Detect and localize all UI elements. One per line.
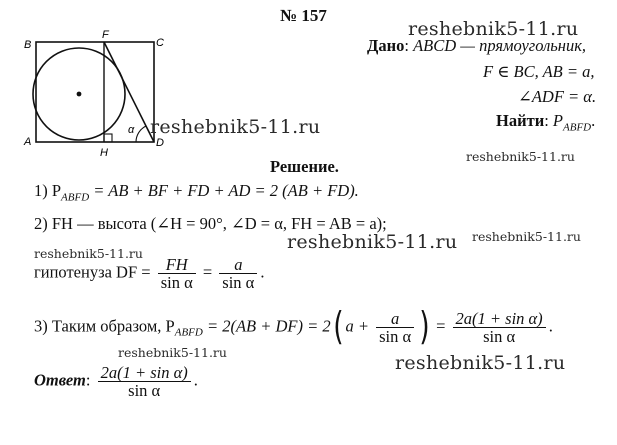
given-line-2: F ∈ BC, AB = a, — [483, 62, 595, 81]
problem-number: № 157 — [280, 6, 327, 25]
circle-center — [77, 92, 82, 97]
solution-step-1: 1) $P_{ABFD}$ = AB + BF + FD + AD = 2 (AB + FD). — [34, 181, 359, 204]
label-b: B — [24, 39, 32, 51]
label-c: C — [156, 37, 164, 49]
watermark: reshebnik5-11.ru — [118, 345, 227, 360]
watermark: reshebnik5-11.ru — [395, 352, 566, 374]
watermark: reshebnik5-11.ru — [34, 246, 143, 261]
find-line: Найти: $P_{ABFD}$. — [496, 111, 596, 134]
rectangle-abcd — [36, 42, 154, 142]
fraction: $\frac{a}{\text{sin α}}$ — [219, 256, 257, 291]
solution-step-2b: гипотенуза DF = $\frac{FH}{\text{sin α}}$ = $\frac{a}{\text{sin α}}$ . — [34, 255, 265, 292]
answer-line: Ответ: $\frac{\text{2a(1 + sin α)}}{\text{sin α}}$ . — [34, 363, 198, 400]
label-alpha: α — [128, 124, 135, 136]
label-a: A — [24, 136, 32, 148]
watermark: reshebnik5-11.ru — [466, 149, 575, 164]
fraction: $\frac{\text{2a(1 + sin α)}}{\text{sin α}}$ — [453, 310, 546, 345]
answer-label: Ответ — [34, 370, 86, 390]
given-line-3: ∠ADF = α. — [518, 87, 597, 106]
solution-heading: Решение. — [270, 157, 339, 176]
fraction: $\frac{a}{\text{sin α}}$ — [376, 310, 414, 345]
watermark: reshebnik5-11.ru — [287, 231, 458, 253]
watermark: reshebnik5-11.ru — [472, 229, 581, 244]
label-h: H — [100, 147, 108, 159]
right-angle-mark — [104, 134, 112, 142]
find-heading: Найти — [496, 111, 545, 130]
watermark: reshebnik5-11.ru — [150, 116, 321, 138]
angle-arc — [136, 126, 146, 142]
geometry-figure — [18, 30, 188, 160]
given-line-1: Дано: ABCD — прямоугольник, — [367, 36, 587, 55]
label-f: F — [102, 30, 109, 41]
given-heading: Дано — [367, 36, 405, 55]
fraction: $\frac{\text{2a(1 + sin α)}}{\text{sin α}}$ — [98, 364, 191, 399]
solution-step-3: 3) Таким образом, $P_{ABFD} = 2(AB + DF) = 2$( a + $\frac{a}{\text{sin α}}$ ) = $\frac{\text{2a(1 + sin α)}}{\text{sin α}}$ . — [34, 303, 553, 348]
label-d: D — [156, 137, 164, 149]
fraction: $\frac{FH}{\text{sin α}}$ — [158, 256, 196, 291]
watermark: reshebnik5-11.ru — [408, 18, 579, 40]
solution-step-2: 2) FH — высота (∠H = 90°, ∠D = α, FH = AB = a); — [34, 214, 387, 233]
